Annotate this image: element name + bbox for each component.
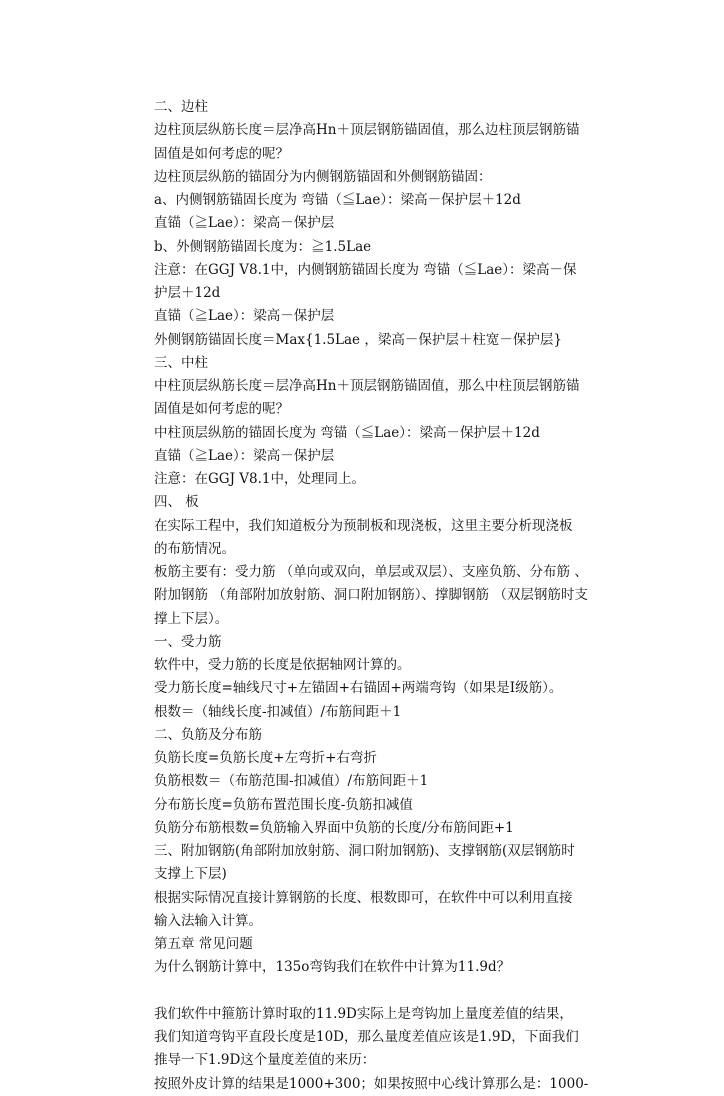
- text-line: 固值是如何考虑的呢？: [154, 145, 289, 162]
- text-line: 注意：在GGJ V8.1中，内侧钢筋锚固长度为 弯锚（≦Lae）：梁高－保: [154, 261, 577, 278]
- text-line: 支撑上下层): [154, 866, 227, 883]
- text-line: 外侧钢筋锚固长度＝Max{1.5Lae ，梁高－保护层＋柱宽－保护层}: [154, 331, 562, 348]
- text-line: 直锚（≧Lae）：梁高－保护层: [154, 308, 335, 325]
- text-line: 负筋根数＝（布筋范围-扣减值）/布筋间距＋1: [154, 773, 429, 790]
- text-line: 四、 板: [154, 494, 199, 511]
- text-line: b、外侧钢筋锚固长度为：≧1.5Lae: [154, 238, 372, 255]
- text-line: 直锚（≧Lae）：梁高－保护层: [154, 447, 335, 464]
- text-line: 推导一下1.9D这个量度差值的来历：: [154, 1052, 376, 1069]
- text-line: 护层＋12d: [154, 285, 221, 301]
- blank-line: [154, 980, 624, 1003]
- text-line: 负筋长度=负筋长度+左弯折+右弯折: [154, 750, 377, 766]
- text-line: 第五章 常见问题: [154, 936, 253, 952]
- text-line: 根数＝（轴线长度-扣减值）/布筋间距＋1: [154, 703, 402, 720]
- text-line: 中柱顶层纵筋长度＝层净高Hn＋顶层钢筋锚固值，那么中柱顶层钢筋锚: [154, 378, 580, 394]
- text-line: 按照外皮计算的结果是1000+300；如果按照中心线计算那么是：1000-: [154, 1075, 589, 1092]
- text-line: 负筋分布筋根数=负筋输入界面中负筋的长度/分布筋间距+1: [154, 819, 514, 836]
- text-line: 注意：在GGJ V8.1中，处理同上。: [154, 471, 365, 487]
- text-line: 分布筋长度=负筋布置范围长度-负筋扣减值: [154, 796, 413, 813]
- text-line: 中柱顶层纵筋的锚固长度为 弯锚（≦Lae）：梁高－保护层＋12d: [154, 424, 540, 441]
- text-line: 输入法输入计算。: [154, 912, 262, 929]
- text-line: 二、负筋及分布筋: [154, 726, 262, 743]
- text-line: 在实际工程中，我们知道板分为预制板和现浇板，这里主要分析现浇板: [154, 517, 573, 534]
- text-line: 板筋主要有：受力筋 （单向或双向，单层或双层）、支座负筋、分布筋 、: [154, 564, 588, 580]
- text-line: 为什么钢筋计算中，135o弯钩我们在软件中计算为11.9d？: [154, 959, 511, 976]
- text-line: 我们知道弯钩平直段长度是10D，那么量度差值应该是1.9D，下面我们: [154, 1029, 579, 1045]
- text-line: 附加钢筋 （角部附加放射筋、洞口附加钢筋）、撑脚钢筋 （双层钢筋时支: [154, 587, 588, 604]
- text-line: 受力筋长度=轴线尺寸+左锚固+右锚固+两端弯钩（如果是Ⅰ级筋）。: [154, 680, 563, 697]
- text-line: 三、附加钢筋(角部附加放射筋、洞口附加钢筋)、支撑钢筋(双层钢筋时: [154, 843, 575, 859]
- text-line: 的布筋情况。: [154, 540, 235, 557]
- text-line: a、内侧钢筋锚固长度为 弯锚（≦Lae）：梁高－保护层＋12d: [154, 192, 521, 208]
- text-line: 我们软件中箍筋计算时取的11.9D实际上是弯钩加上量度差值的结果，: [154, 1005, 573, 1022]
- text-line: 二、边柱: [154, 99, 208, 115]
- text-line: 直锚（≧Lae）：梁高－保护层: [154, 215, 335, 232]
- text-line: 三、中柱: [154, 354, 208, 371]
- text-line: 一、受力筋: [154, 633, 222, 650]
- text-line: 边柱顶层纵筋的锚固分为内侧钢筋锚固和外侧钢筋锚固：: [154, 168, 492, 185]
- text-line: 固值是如何考虑的呢？: [154, 401, 289, 418]
- text-line: 撑上下层）。: [154, 610, 229, 627]
- document-body: [154, 96, 624, 1096]
- text-line: 根据实际情况直接计算钢筋的长度、根数即可，在软件中可以利用直接: [154, 889, 573, 906]
- text-line: 边柱顶层纵筋长度＝层净高Hn＋顶层钢筋锚固值，那么边柱顶层钢筋锚: [154, 122, 580, 139]
- text-line: 软件中，受力筋的长度是依据轴网计算的。: [154, 657, 411, 673]
